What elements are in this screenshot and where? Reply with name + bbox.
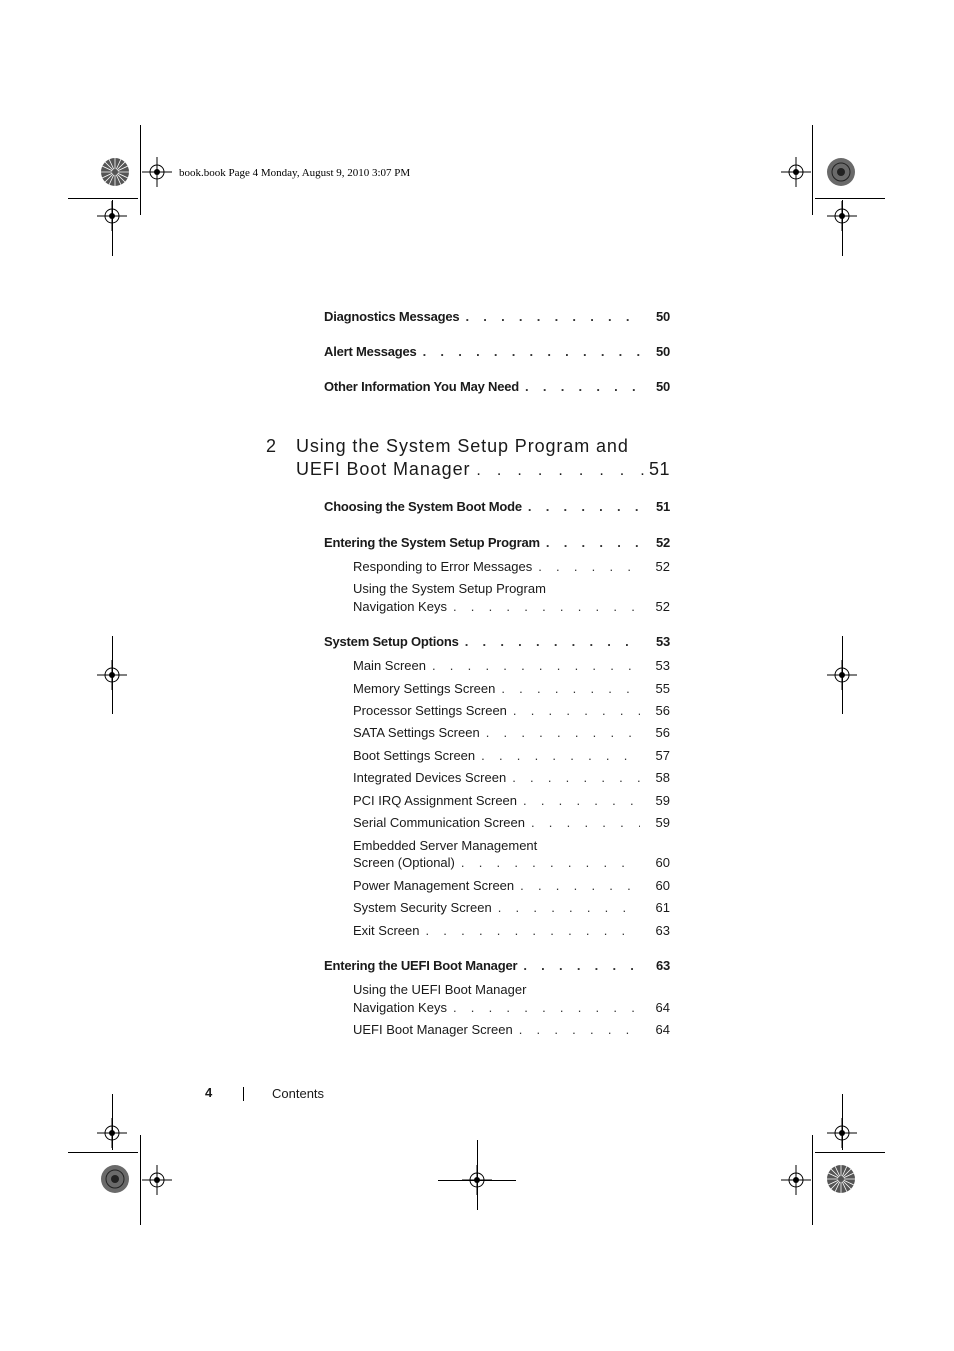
toc-entry-system-security[interactable]	[353, 899, 670, 916]
crop-line	[112, 200, 113, 256]
dot-leader	[481, 747, 640, 764]
toc-entry-title: Diagnostics Messages	[324, 308, 465, 325]
dot-leader	[525, 378, 640, 395]
registration-mark-sunburst	[826, 1164, 856, 1194]
crop-line	[842, 200, 843, 256]
toc-entry-embedded-line1[interactable]: Embedded Server Management	[353, 838, 538, 853]
crop-line	[68, 198, 138, 199]
toc-entry-page: 53	[655, 658, 670, 673]
crosshair-mark	[781, 1165, 811, 1195]
toc-entry-title: Memory Settings Screen	[353, 680, 501, 697]
dot-leader	[498, 899, 640, 916]
toc-entry-exit-screen[interactable]	[353, 922, 670, 939]
toc-entry-page: 60	[655, 855, 670, 870]
dot-leader	[461, 854, 640, 871]
toc-entry-integrated-devices[interactable]	[353, 769, 670, 786]
toc-entry-page: 58	[655, 770, 670, 785]
toc-entry-page: 50	[655, 344, 670, 359]
toc-entry-title: Exit Screen	[353, 922, 425, 939]
footer-section-label: Contents	[272, 1086, 325, 1101]
crop-line	[842, 1094, 843, 1150]
dot-leader	[513, 702, 640, 719]
toc-entry-page: 52	[655, 599, 670, 614]
toc-entry-page: 57	[655, 748, 670, 763]
toc-entry-title: Power Management Screen	[353, 877, 520, 894]
chapter-title-text: UEFI Boot Manager	[296, 459, 471, 479]
toc-entry-responding-errors[interactable]	[353, 558, 670, 575]
crop-line	[815, 1152, 885, 1153]
toc-entry-processor-settings[interactable]	[353, 702, 670, 719]
toc-entry-page: 50	[655, 309, 670, 324]
toc-entry-sata-settings[interactable]	[353, 724, 670, 741]
toc-entry-page: 59	[655, 815, 670, 830]
dot-leader	[432, 657, 640, 674]
toc-entry-uefi-screen[interactable]	[353, 1021, 670, 1038]
toc-entry-page: 51	[655, 499, 670, 514]
toc-entry-boot-settings[interactable]	[353, 747, 670, 764]
toc-entry-title: System Setup Options	[324, 633, 465, 650]
chapter-page: 51	[648, 459, 670, 479]
toc-entry-page: 56	[655, 703, 670, 718]
toc-entry-title: Navigation Keys	[353, 999, 453, 1016]
toc-entry-title: PCI IRQ Assignment Screen	[353, 792, 523, 809]
toc-entry-title: Responding to Error Messages	[353, 558, 538, 575]
registration-mark-sunburst	[100, 157, 130, 187]
toc-entry-title: Entering the System Setup Program	[324, 534, 546, 551]
toc-entry-boot-mode[interactable]	[324, 498, 670, 515]
crop-line	[68, 1152, 138, 1153]
toc-entry-entering-setup[interactable]	[324, 534, 670, 551]
toc-entry-title: Screen (Optional)	[353, 854, 461, 871]
toc-entry-page: 53	[655, 634, 670, 649]
dot-leader	[423, 343, 640, 360]
toc-entry-page: 64	[655, 1000, 670, 1015]
toc-entry-title: UEFI Boot Manager Screen	[353, 1021, 519, 1038]
toc-entry-title: Entering the UEFI Boot Manager	[324, 957, 523, 974]
dot-leader	[538, 558, 640, 575]
dot-leader	[453, 598, 640, 615]
crop-line	[112, 636, 113, 714]
print-slug: book.book Page 4 Monday, August 9, 2010 3:07 PM	[179, 167, 411, 179]
toc-entry-title: Boot Settings Screen	[353, 747, 481, 764]
toc-entry-title: SATA Settings Screen	[353, 724, 486, 741]
toc-entry-setup-options[interactable]	[324, 633, 670, 650]
crop-line	[812, 1135, 813, 1225]
toc-entry-page: 60	[655, 878, 670, 893]
toc-entry-page: 63	[655, 958, 670, 973]
toc-entry-title: System Security Screen	[353, 899, 498, 916]
toc-entry-uefi-nav-keys[interactable]	[353, 999, 670, 1016]
toc-entry-alert-messages[interactable]	[324, 343, 670, 360]
toc-entry-page: 52	[655, 535, 670, 550]
registration-mark-sunburst	[100, 1164, 130, 1194]
chapter-title-line1[interactable]: Using the System Setup Program and	[296, 436, 629, 456]
crop-line	[112, 1094, 113, 1150]
toc-entry-diagnostics-messages[interactable]	[324, 308, 670, 325]
toc-entry-serial-communication[interactable]	[353, 814, 670, 831]
toc-entry-title: Navigation Keys	[353, 598, 453, 615]
crosshair-mark	[142, 1165, 172, 1195]
toc-entry-title: Integrated Devices Screen	[353, 769, 512, 786]
toc-entry-page: 64	[655, 1022, 670, 1037]
crop-line	[842, 636, 843, 714]
chapter-title-line2[interactable]	[296, 458, 670, 482]
toc-entry-page: 50	[655, 379, 670, 394]
dot-leader	[486, 724, 640, 741]
toc-entry-uefi-nav-line1[interactable]: Using the UEFI Boot Manager	[353, 982, 527, 997]
dot-leader	[528, 498, 640, 515]
toc-entry-page: 56	[655, 725, 670, 740]
dot-leader	[546, 534, 640, 551]
toc-entry-title: Choosing the System Boot Mode	[324, 498, 528, 515]
crop-line	[438, 1180, 516, 1181]
toc-entry-page: 52	[655, 559, 670, 574]
dot-leader	[523, 792, 640, 809]
dot-leader	[531, 814, 640, 831]
toc-entry-nav-keys[interactable]	[353, 598, 670, 615]
toc-entry-embedded-server[interactable]	[353, 854, 670, 871]
toc-entry-nav-keys-line1[interactable]: Using the System Setup Program	[353, 581, 546, 596]
toc-entry-title: Serial Communication Screen	[353, 814, 531, 831]
chapter-number: 2	[266, 436, 277, 456]
crop-line	[815, 198, 885, 199]
dot-leader	[520, 877, 640, 894]
toc-entry-page: 63	[655, 923, 670, 938]
toc-entry-power-management[interactable]	[353, 877, 670, 894]
toc-entry-title: Processor Settings Screen	[353, 702, 513, 719]
toc-entry-uefi-boot-manager[interactable]	[324, 957, 670, 974]
dot-leader	[465, 633, 640, 650]
dot-leader	[519, 1021, 640, 1038]
toc-entry-memory-settings[interactable]	[353, 680, 670, 697]
toc-entry-main-screen[interactable]	[353, 657, 670, 674]
dot-leader	[512, 769, 640, 786]
dot-leader	[501, 680, 640, 697]
footer-page-number: 4	[205, 1085, 213, 1100]
crosshair-mark	[781, 157, 811, 187]
dot-leader	[476, 460, 645, 482]
crop-line	[140, 125, 141, 215]
registration-mark-sunburst	[826, 157, 856, 187]
footer-divider	[243, 1087, 244, 1101]
toc-entry-page: 59	[655, 793, 670, 808]
toc-entry-page: 55	[655, 681, 670, 696]
toc-entry-title: Main Screen	[353, 657, 432, 674]
toc-entry-page: 61	[655, 900, 670, 915]
crop-line	[140, 1135, 141, 1225]
toc-entry-pci-irq[interactable]	[353, 792, 670, 809]
toc-entry-title: Alert Messages	[324, 343, 423, 360]
crosshair-mark	[142, 157, 172, 187]
crop-line	[477, 1140, 478, 1210]
dot-leader	[453, 999, 640, 1016]
crop-line	[812, 125, 813, 215]
toc-entry-title: Other Information You May Need	[324, 378, 525, 395]
dot-leader	[465, 308, 640, 325]
toc-entry-other-information[interactable]	[324, 378, 670, 395]
dot-leader	[523, 957, 640, 974]
dot-leader	[425, 922, 640, 939]
